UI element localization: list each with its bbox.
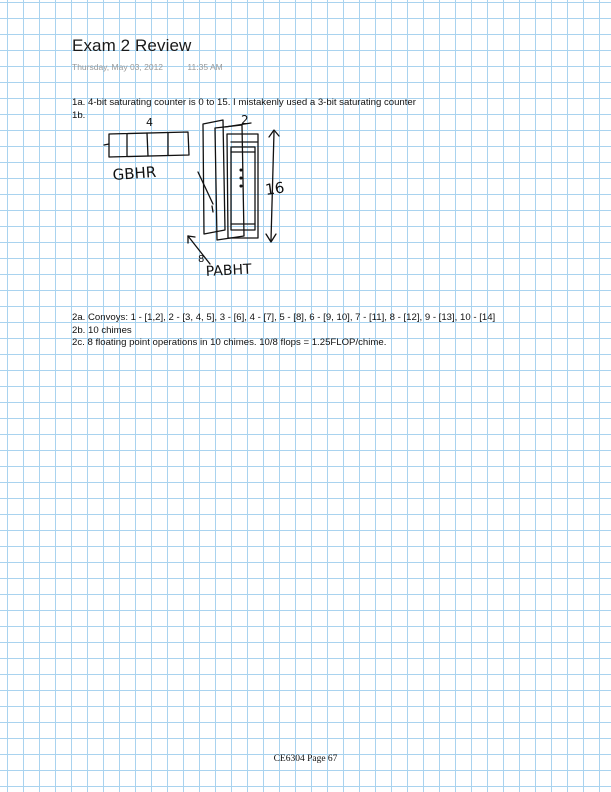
note-line-1a: 1a. 4-bit saturating counter is 0 to 15. I mistakenly used a 3-bit saturating counter (72, 97, 416, 108)
page-title: Exam 2 Review (72, 36, 192, 55)
pabht-label: PABHT (205, 261, 252, 280)
notes-bottom (72, 312, 495, 350)
note-line-1b: 1b. (72, 109, 86, 121)
gbhr-label: GBHR (112, 162, 157, 184)
gbhr-register (104, 132, 189, 157)
note-line-2c: 2c. 8 floating point operations in 10 chimes. 10/8 flops = 1.25FLOP/chime. (72, 337, 387, 348)
pabht-index-label: 8 (198, 254, 205, 265)
gbhr-width-label: 4 (146, 116, 153, 129)
page-time: 11:35 AM (187, 62, 223, 72)
pabht-table (198, 120, 258, 240)
page-footer: CE6304 Page 67 (273, 754, 338, 764)
pabht-height-label: 16 (264, 178, 286, 199)
note-line-2b: 2b. 10 chimes (72, 324, 132, 336)
note-line-2a: 2a. Convoys: 1 - [1,2], 2 - [3, 4, 5], 3 - [6], 4 - [7], 5 - [8], 6 - [9, 10], 7 - [11], 8 - [12], 9 - [13], 10 - [14] (72, 312, 496, 323)
pabht-width-label: 2 (241, 113, 249, 127)
page-timestamp (72, 62, 223, 72)
handwritten-sketch (100, 112, 310, 287)
page-date: Thursday, May 03, 2012 (72, 62, 164, 72)
